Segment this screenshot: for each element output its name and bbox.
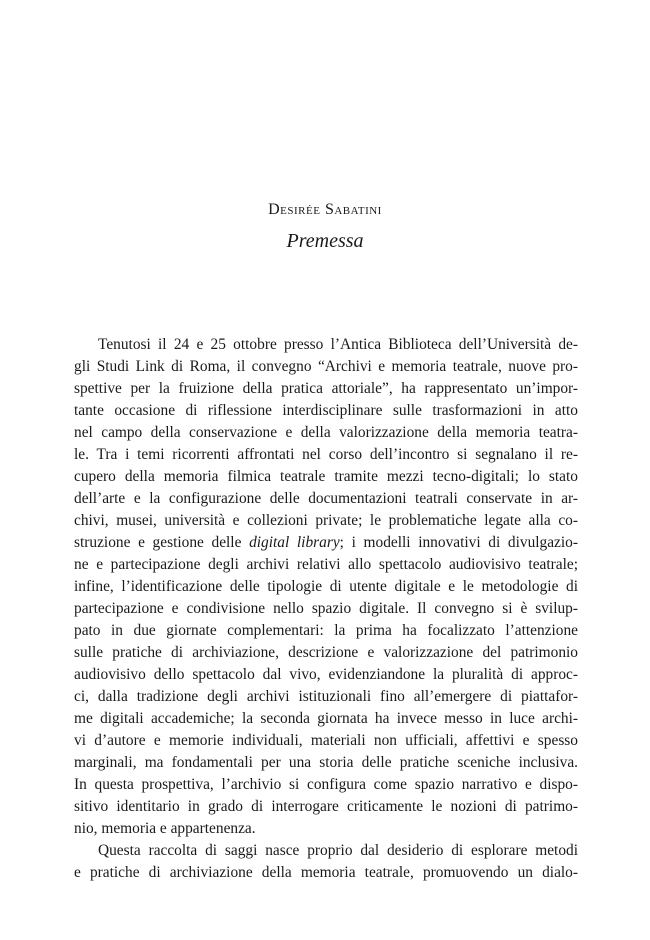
text-line: e pratiche di archiviazione della memoria teatrale, promuovendo un dialo- [74, 864, 578, 881]
text-line: audiovisivo dello spettacolo dal vivo, evidenziandone la pluralità di approc- [74, 666, 578, 683]
body-text [74, 334, 578, 884]
chapter-title: Premessa [286, 230, 364, 252]
text-line: me digitali accademiche; la seconda giornata ha invece messo in luce archi- [74, 710, 578, 727]
text-line: Tenutosi il 24 e 25 ottobre presso l’Antica Biblioteca dell’Università de- [98, 336, 578, 353]
text-line: nel campo della conservazione e della valorizzazione della memoria teatra- [74, 424, 578, 441]
text-line: In questa prospettiva, l’archivio si configura come spazio narrativo e dispo- [74, 776, 578, 793]
text-segment: struzione e gestione delle [74, 534, 250, 551]
text-line: infine, l’identificazione delle tipologie di utente digitale e le metodologie di [74, 578, 578, 595]
text-line: partecipazione e condivisione nello spazio digitale. Il convegno si è svilup- [74, 600, 578, 617]
text-line: sitivo identitario in grado di interrogare criticamente le nozioni di patrimo- [74, 798, 578, 815]
text-line: vi d’autore e memorie individuali, materiali non ufficiali, affettivi e spesso [74, 732, 578, 749]
text-line: chivi, musei, università e collezioni private; le problematiche legate alla co- [74, 512, 578, 529]
italic-term: digital library [249, 534, 340, 551]
text-line: ne e partecipazione degli archivi relativi allo spettacolo audiovisivo teatrale; [74, 556, 578, 573]
text-line: ci, dalla tradizione degli archivi istituzionali fino all’emergere di piattafor- [74, 688, 578, 705]
text-line: nio, memoria e appartenenza. [74, 820, 256, 837]
text-line: marginali, ma fondamentali per una storia delle pratiche sceniche inclusiva. [74, 754, 578, 771]
text-line: spettive per la fruizione della pratica attoriale”, ha rappresentato un’impor- [74, 380, 578, 397]
text-line: cupero della memoria filmica teatrale tramite mezzi tecno-digitali; lo stato [74, 468, 578, 485]
author-name: Desirée Sabatini [268, 201, 382, 218]
text-line: pato in due giornate complementari: la prima ha focalizzato l’attenzione [74, 622, 578, 639]
text-line: tante occasione di riflessione interdisciplinare sulle trasformazioni in atto [74, 402, 578, 419]
text-line: sulle pratiche di archiviazione, descrizione e valorizzazione del patrimonio [74, 644, 578, 661]
text-line: gli Studi Link di Roma, il convegno “Archivi e memoria teatrale, nuove pro- [74, 358, 578, 375]
text-line: dell’arte e la configurazione delle documentazioni teatrali conservate in ar- [74, 490, 578, 507]
text-line: Questa raccolta di saggi nasce proprio dal desiderio di esplorare metodi [98, 842, 578, 859]
text-line: le. Tra i temi ricorrenti affrontati nel corso dell’incontro si segnalano il re- [74, 446, 578, 463]
text-line [74, 532, 578, 554]
text-segment: ; i modelli innovativi di divulgazio- [339, 534, 578, 551]
